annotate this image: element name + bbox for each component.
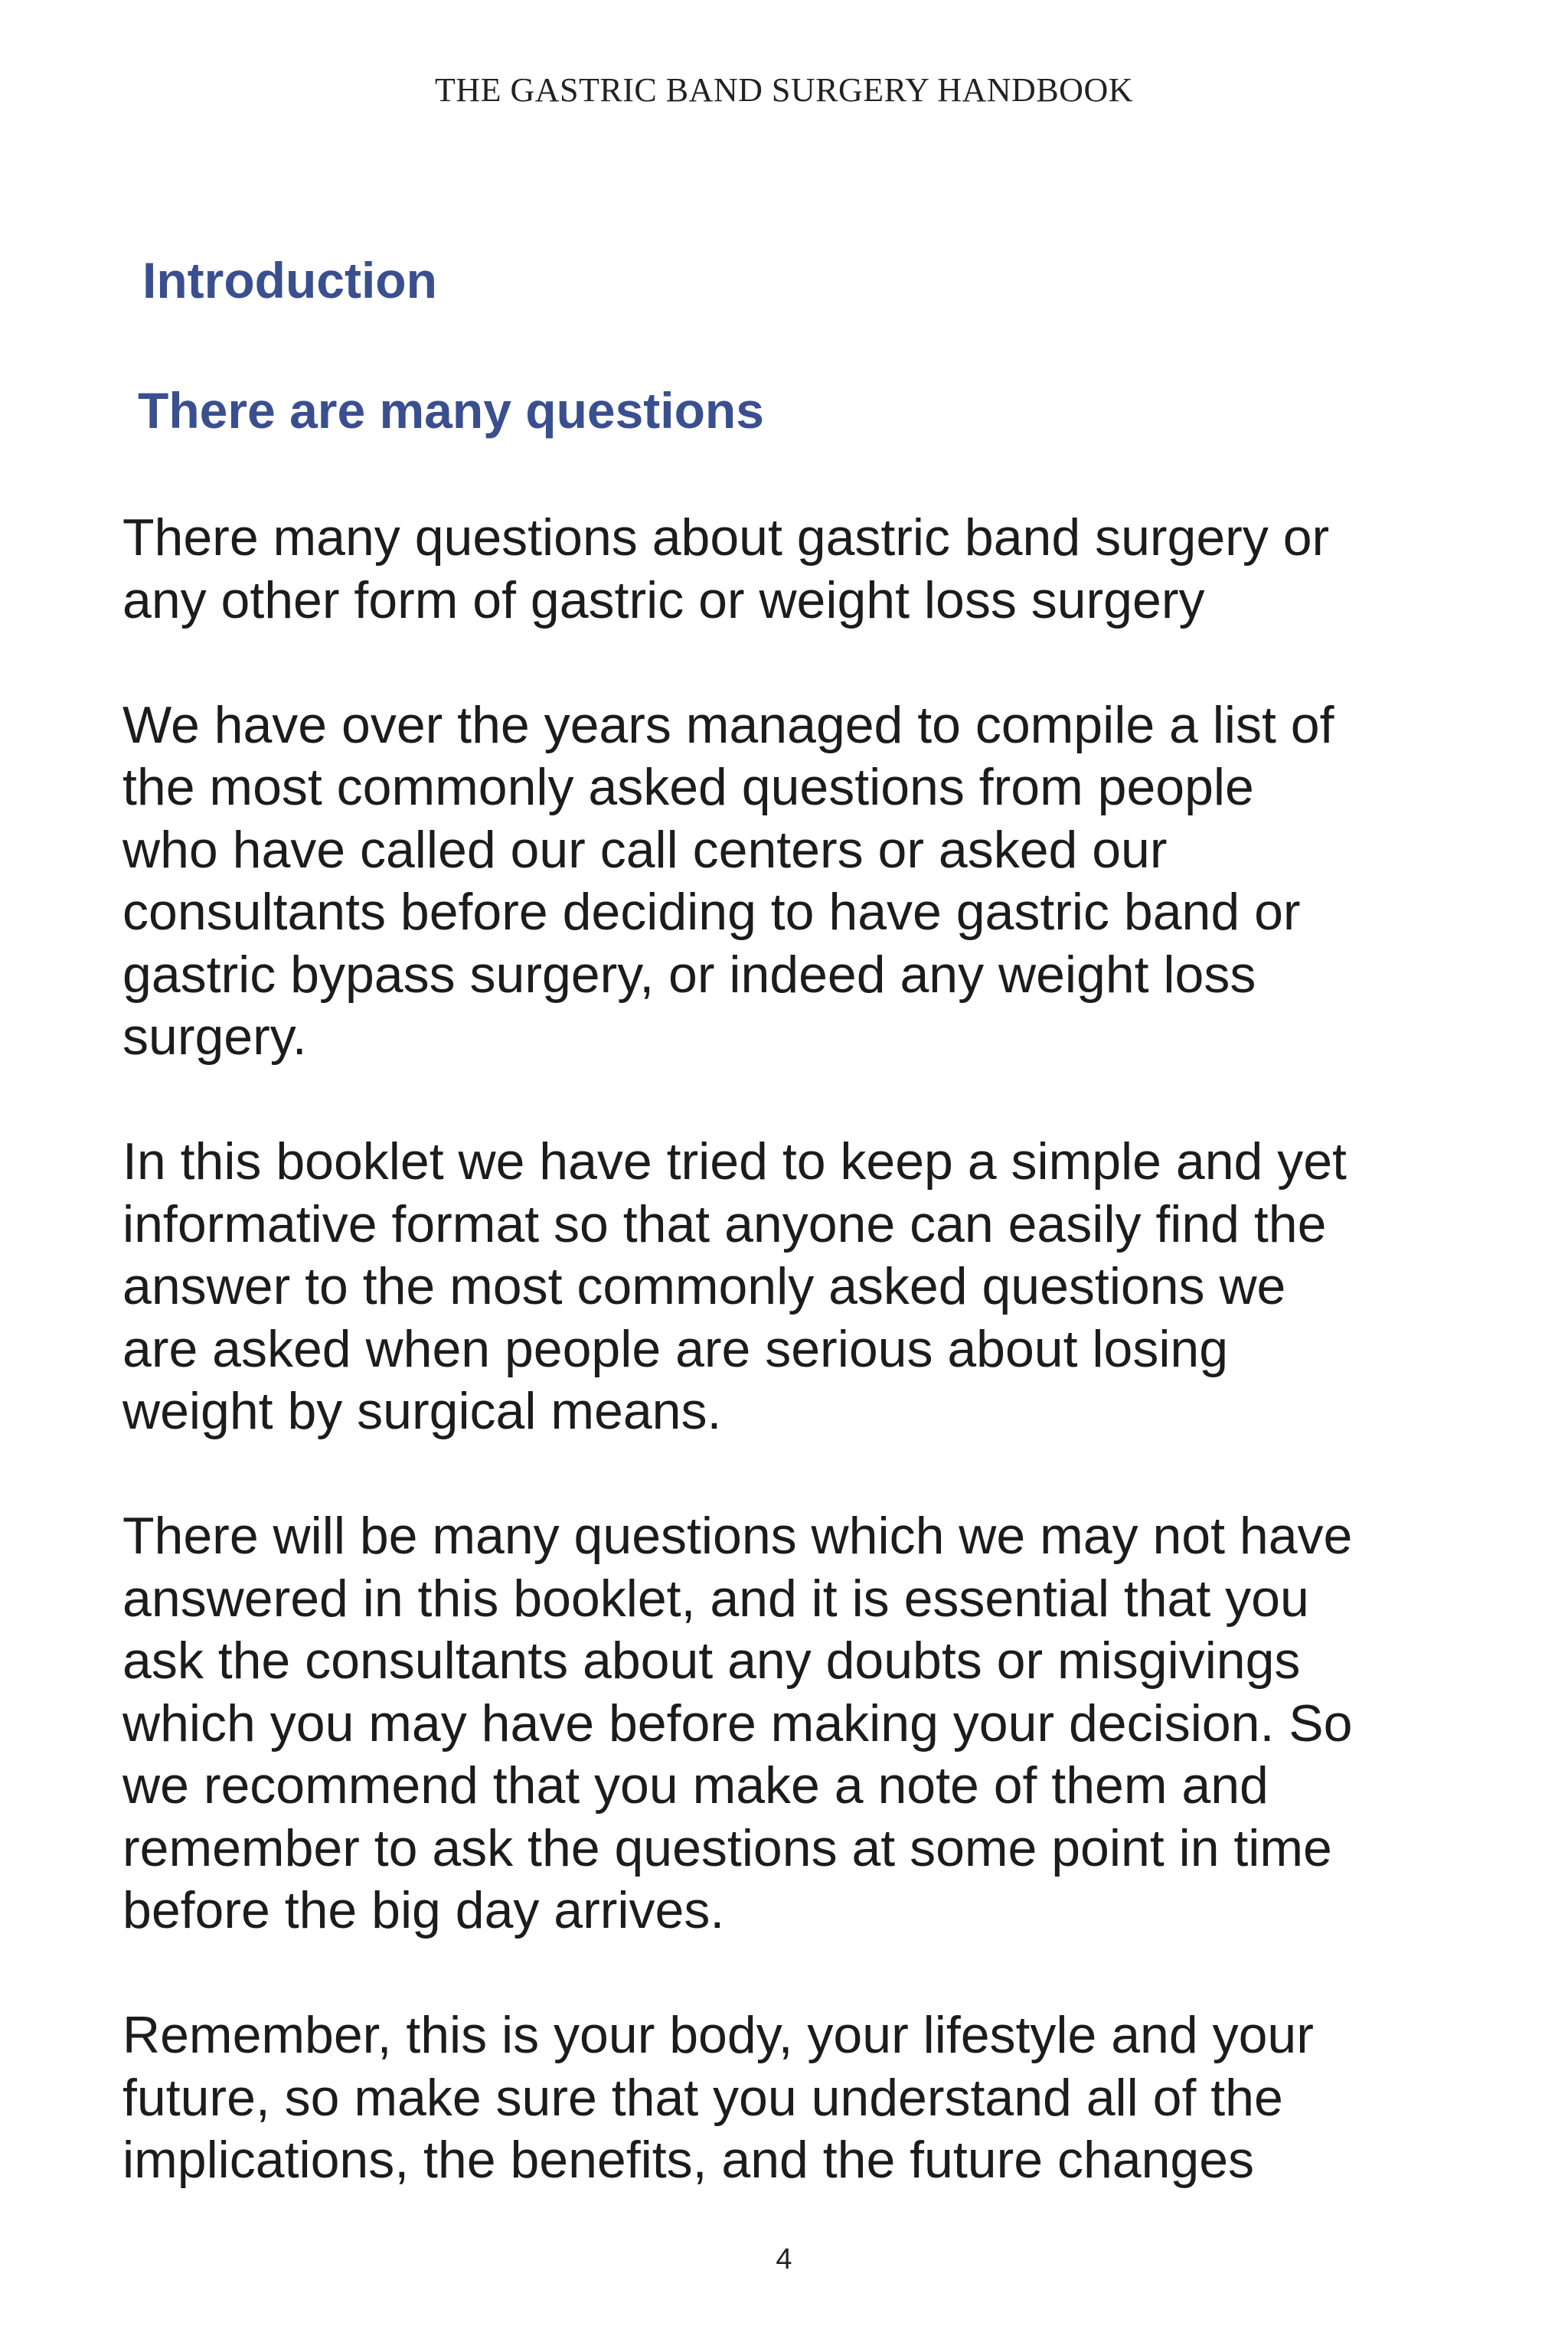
paragraph: We have over the years managed to compile a list of the most commonly asked questions from people who have called our call centers or asked our consultants before deciding to have gastric band or gastric bypass surgery, or indeed any weight loss surgery. bbox=[122, 695, 1334, 1066]
paragraph: There will be many questions which we may not have answered in this booklet, and it is essential that you ask the consultants about any doubts or misgivings which you may have before making your decision. So we recommend that you make a note of them and remember to ask the questions at some point in time before the big day arrives. bbox=[122, 1507, 1353, 1939]
section-heading: Introduction bbox=[142, 252, 437, 309]
body-text bbox=[122, 507, 1455, 2192]
paragraph: In this booklet we have tried to keep a simple and yet informative format so that anyone can easily find the answer to the most commonly asked questions we are asked when people are serious about losing weight by surgical means. bbox=[122, 1132, 1347, 1440]
running-header: THE GASTRIC BAND SURGERY HANDBOOK bbox=[434, 71, 1134, 109]
paragraph: Remember, this is your body, your lifestyle and your future, so make sure that you understand all of the implications, the benefits, and the future changes bbox=[122, 2006, 1314, 2189]
page-number: 4 bbox=[776, 2243, 792, 2275]
sub-heading: There are many questions bbox=[138, 382, 764, 439]
paragraph: There many questions about gastric band surgery or any other form of gastric or weight loss surgery bbox=[122, 508, 1330, 629]
